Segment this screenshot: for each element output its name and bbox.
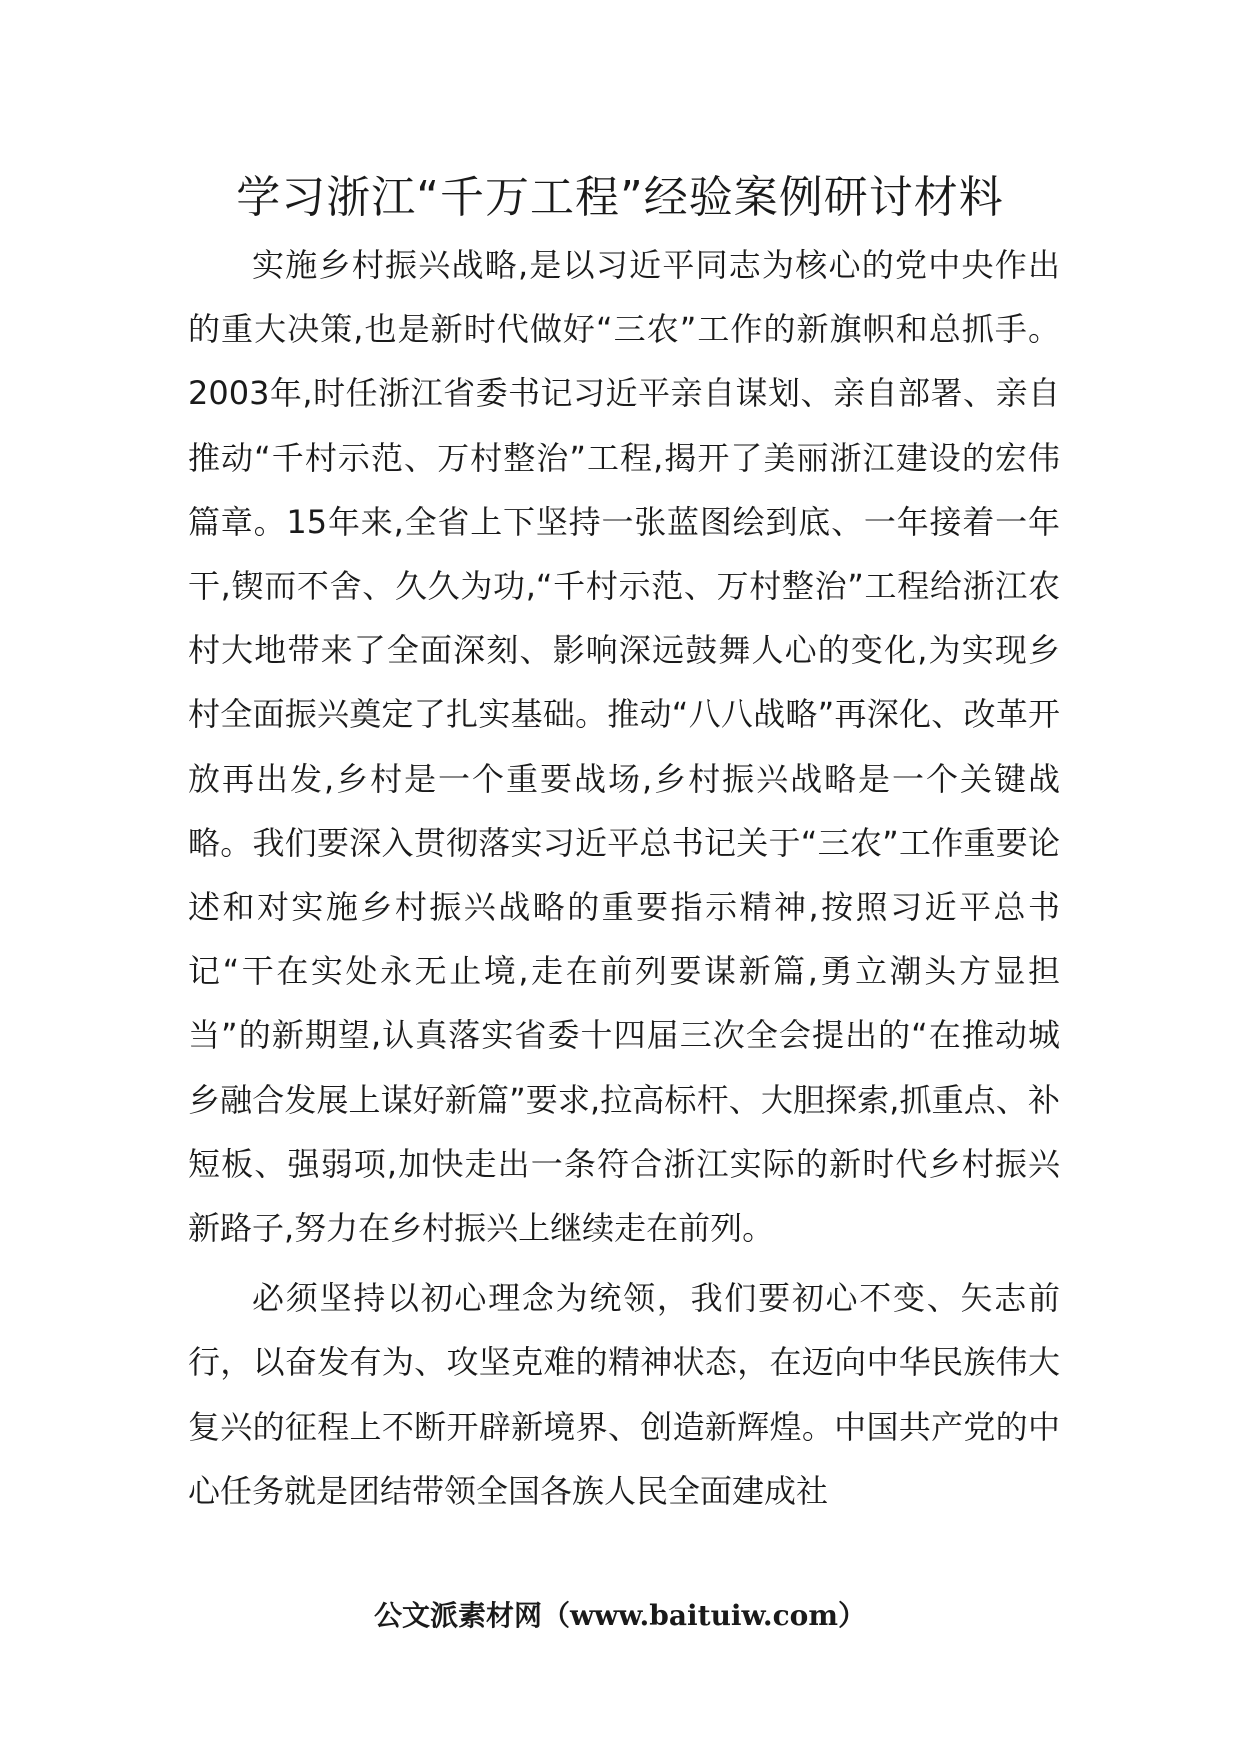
document-title: 学习浙江“千万工程”经验案例研讨材料 [236, 172, 1004, 223]
paragraph-1: 实施乡村振兴战略,是以习近平同志为核心的党中央作出的重大决策,也是新时代做好“三农”工作的新旗帜和总抓手。2003年,时任浙江省委书记习近平亲自谋划、亲自部署、亲自推动“千村示范、万村整治”工程,揭开了美丽浙江建设的宏伟篇章。15年来,全省上下坚持一张蓝图绘到底、一年接着一年干,锲而不舍、久久为功,“千村示范、万村整治”工程给浙江农村大地带来了全面深刻、影响深远鼓舞人心的变化,为实现乡村全面振兴奠定了扎实基础。推动“八八战略”再深化、改革开放再出发,乡村是一个重要战场,乡村振兴战略是一个关键战略。我们要深入贯彻落实习近平总书记关于“三农”工作重要论述和对实施乡村振兴战略的重要指示精神,按照习近平总书记“干在实处永无止境,走在前列要谋新篇,勇立潮头方显担当”的新期望,认真落实省委十四届三次全会提出的“在推动城乡融合发展上谋好新篇”要求,拉高标杆、大胆探索,抓重点、补短板、强弱项,加快走出一条符合浙江实际的新时代乡村振兴新路子,努力在乡村振兴上继续走在前列。 [188, 246, 1060, 1248]
paragraph-2: 必须坚持以初心理念为统领，我们要初心不变、矢志前行，以奋发有为、攻坚克难的精神状态，在迈向中华民族伟大复兴的征程上不断开辟新境界、创造新辉煌。中国共产党的中心任务就是团结带领全国各族人民全面建成社 [188, 1279, 1060, 1510]
footer-watermark: 公文派素材网（www.baituiw.com） [374, 1599, 866, 1632]
document-body [188, 233, 1060, 1523]
